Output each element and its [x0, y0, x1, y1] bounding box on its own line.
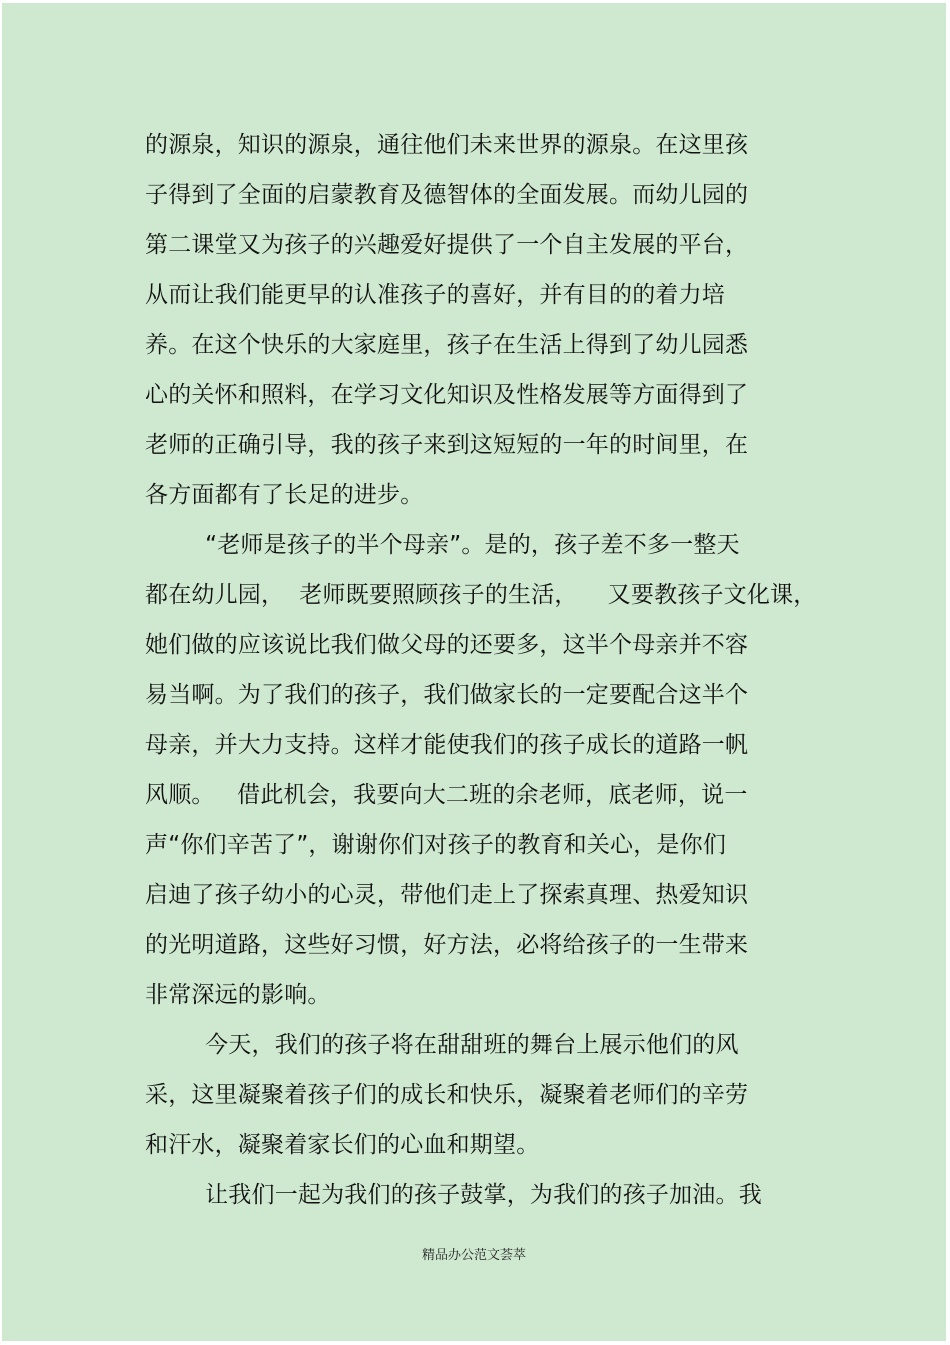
text-line: 第二课堂又为孩子的兴趣爱好提供了一个自主发展的平台， — [145, 232, 749, 258]
text-line: 都在幼儿园， 老师既要照顾孩子的生活， 又要教孩子文化课， — [145, 582, 817, 608]
text-line: 非常深远的影响。 — [145, 982, 331, 1008]
document-body — [2, 3, 946, 1341]
text-line: 今天，我们的孩子将在甜甜班的舞台上展示他们的风 — [145, 1032, 739, 1058]
text-line: “老师是孩子的半个母亲”。是的，孩子差不多一整天 — [145, 532, 740, 558]
document-page — [2, 3, 946, 1341]
text-line: 她们做的应该说比我们做父母的还要多，这半个母亲并不容 — [145, 632, 749, 658]
text-line: 心的关怀和照料，在学习文化知识及性格发展等方面得到了 — [145, 382, 749, 408]
text-line: 子得到了全面的启蒙教育及德智体的全面发展。而幼儿园的 — [145, 182, 749, 208]
text-line: 和汗水，凝聚着家长们的心血和期望。 — [145, 1132, 540, 1158]
text-line: 声“你们辛苦了”，谢谢你们对孩子的教育和关心，是你们 — [145, 832, 727, 858]
text-line: 老师的正确引导，我的孩子来到这短短的一年的时间里，在 — [145, 432, 749, 458]
text-line: 易当啊。为了我们的孩子，我们做家长的一定要配合这半个 — [145, 682, 749, 708]
text-line: 启迪了孩子幼小的心灵，带他们走上了探索真理、热爱知识 — [145, 882, 749, 908]
text-line: 从而让我们能更早的认准孩子的喜好，并有目的的着力培 — [145, 282, 725, 308]
text-line: 让我们一起为我们的孩子鼓掌，为我们的孩子加油。我 — [145, 1182, 762, 1208]
text-line: 的光明道路，这些好习惯，好方法，必将给孩子的一生带来 — [145, 932, 749, 958]
text-line: 养。在这个快乐的大家庭里，孩子在生活上得到了幼儿园悉 — [145, 332, 749, 358]
text-line: 风顺。 借此机会，我要向大二班的余老师，底老师，说一 — [145, 782, 748, 808]
text-line: 的源泉，知识的源泉，通往他们未来世界的源泉。在这里孩 — [145, 132, 749, 158]
page-footer: 精品办公范文荟萃 — [421, 1248, 526, 1263]
text-line: 各方面都有了长足的进步。 — [145, 482, 424, 508]
text-line: 采，这里凝聚着孩子们的成长和快乐，凝聚着老师们的辛劳 — [145, 1082, 749, 1108]
text-line: 母亲，并大力支持。这样才能使我们的孩子成长的道路一帆 — [145, 732, 749, 758]
